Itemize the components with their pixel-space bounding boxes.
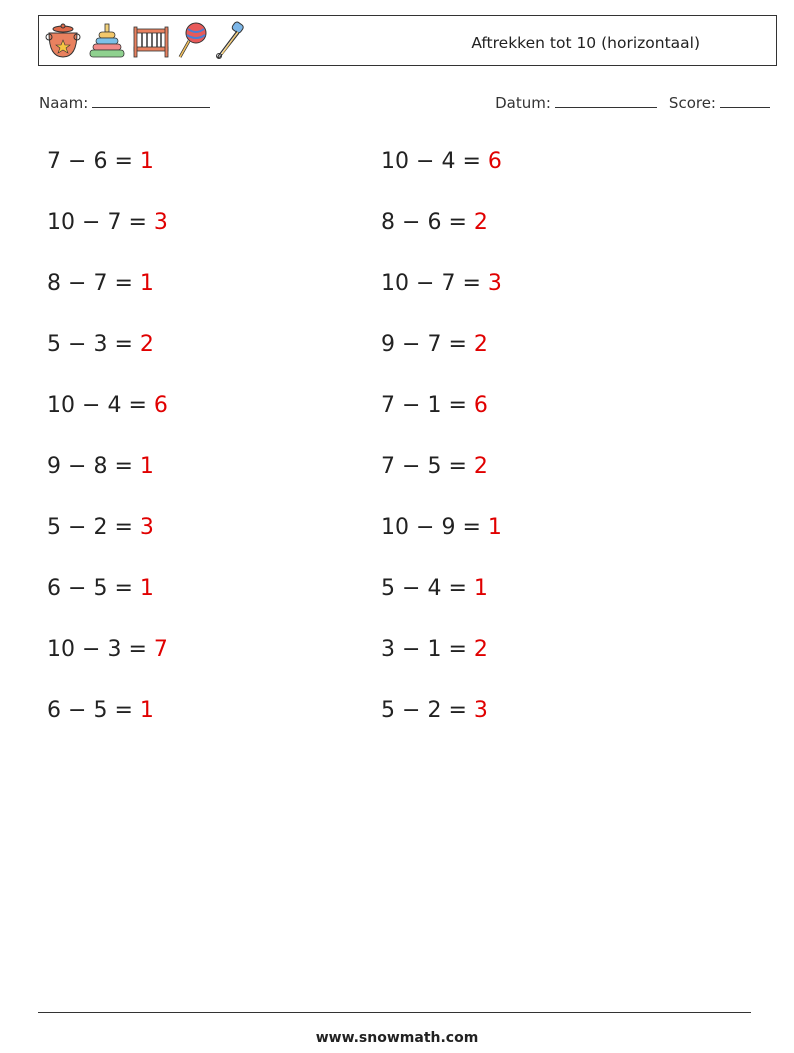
answer: 3	[487, 271, 502, 296]
subtrahend: 3	[93, 332, 108, 357]
answer: 1	[473, 576, 488, 601]
score-field	[669, 93, 770, 112]
subtrahend: 9	[441, 515, 456, 540]
subtrahend: 1	[427, 393, 442, 418]
crib-icon	[131, 21, 171, 61]
equals-sign: =	[462, 149, 481, 174]
safety-pin-icon	[213, 21, 247, 61]
subtrahend: 6	[427, 210, 442, 235]
equals-sign: =	[128, 393, 147, 418]
problem-row	[47, 323, 727, 384]
date-label: Datum:	[495, 94, 551, 112]
subtraction-problem	[47, 201, 381, 262]
minus-sign: −	[402, 698, 421, 723]
minus-sign: −	[402, 576, 421, 601]
subtraction-problem	[47, 506, 381, 567]
subtraction-problem	[381, 689, 715, 750]
answer: 3	[153, 210, 168, 235]
equals-sign: =	[114, 515, 133, 540]
subtraction-problem	[381, 201, 715, 262]
minus-sign: −	[416, 515, 435, 540]
minuend: 9	[47, 454, 61, 479]
minus-sign: −	[68, 332, 87, 357]
minus-sign: −	[402, 210, 421, 235]
problem-row	[47, 628, 727, 689]
answer: 3	[473, 698, 488, 723]
subtraction-problem	[47, 689, 381, 750]
problem-row	[47, 262, 727, 323]
minuend: 8	[47, 271, 61, 296]
subtraction-problem	[381, 323, 715, 384]
subtrahend: 4	[441, 149, 456, 174]
problem-row	[47, 689, 727, 750]
minuend: 7	[381, 454, 395, 479]
footer-divider	[38, 1012, 751, 1013]
minuend: 10	[47, 393, 75, 418]
minus-sign: −	[402, 637, 421, 662]
minus-sign: −	[82, 210, 101, 235]
subtraction-problem	[381, 262, 715, 323]
minus-sign: −	[68, 576, 87, 601]
answer: 2	[473, 210, 488, 235]
subtraction-problem	[381, 567, 715, 628]
subtrahend: 2	[427, 698, 442, 723]
subtraction-problem	[47, 262, 381, 323]
subtrahend: 7	[427, 332, 442, 357]
problem-row	[47, 445, 727, 506]
date-blank[interactable]	[555, 93, 657, 108]
equals-sign: =	[448, 576, 467, 601]
equals-sign: =	[114, 271, 133, 296]
subtraction-problem	[47, 140, 381, 201]
name-label: Naam:	[39, 94, 89, 112]
subtrahend: 5	[93, 698, 108, 723]
footer-url: www.snowmath.com	[315, 1030, 479, 1046]
subtrahend: 7	[441, 271, 456, 296]
answer: 3	[139, 515, 154, 540]
minus-sign: −	[402, 393, 421, 418]
answer: 2	[473, 454, 488, 479]
equals-sign: =	[462, 515, 481, 540]
subtrahend: 8	[93, 454, 108, 479]
answer: 1	[139, 454, 154, 479]
subtraction-problem	[47, 567, 381, 628]
minuend: 8	[381, 210, 395, 235]
minus-sign: −	[402, 454, 421, 479]
equals-sign: =	[114, 332, 133, 357]
problem-row	[47, 384, 727, 445]
subtrahend: 3	[107, 637, 122, 662]
worksheet-title: Aftrekken tot 10 (horizontaal)	[471, 34, 700, 52]
minus-sign: −	[402, 332, 421, 357]
minus-sign: −	[68, 515, 87, 540]
pot-icon	[43, 21, 83, 61]
answer: 1	[139, 576, 154, 601]
equals-sign: =	[114, 698, 133, 723]
minuend: 10	[381, 515, 409, 540]
answer: 6	[473, 393, 488, 418]
score-label: Score:	[668, 94, 716, 112]
problem-row	[47, 567, 727, 628]
minuend: 5	[381, 576, 395, 601]
minus-sign: −	[416, 149, 435, 174]
subtraction-problem	[381, 140, 715, 201]
minuend: 5	[47, 515, 61, 540]
subtrahend: 2	[93, 515, 108, 540]
answer: 1	[139, 271, 154, 296]
equals-sign: =	[448, 637, 467, 662]
subtrahend: 5	[427, 454, 442, 479]
minus-sign: −	[68, 454, 87, 479]
subtraction-problem	[47, 628, 381, 689]
subtraction-problem	[47, 323, 381, 384]
subtrahend: 6	[93, 149, 108, 174]
minuend: 3	[381, 637, 395, 662]
icon-strip	[43, 20, 247, 62]
subtraction-problem	[381, 384, 715, 445]
date-score-fields	[495, 93, 770, 112]
subtraction-problem	[381, 628, 715, 689]
minuend: 7	[47, 149, 61, 174]
minus-sign: −	[68, 698, 87, 723]
equals-sign: =	[448, 332, 467, 357]
answer: 2	[473, 332, 488, 357]
equals-sign: =	[462, 271, 481, 296]
minus-sign: −	[82, 393, 101, 418]
problem-row	[47, 201, 727, 262]
answer: 7	[153, 637, 168, 662]
name-blank[interactable]	[92, 93, 210, 108]
minuend: 10	[381, 271, 409, 296]
answer: 1	[139, 698, 154, 723]
worksheet-header	[38, 15, 777, 66]
equals-sign: =	[448, 210, 467, 235]
subtraction-problem	[47, 445, 381, 506]
answer: 1	[487, 515, 502, 540]
answer: 2	[139, 332, 154, 357]
rattle-icon	[175, 21, 209, 61]
minuend: 6	[47, 698, 61, 723]
equals-sign: =	[114, 149, 133, 174]
equals-sign: =	[114, 454, 133, 479]
subtrahend: 7	[93, 271, 108, 296]
subtrahend: 5	[93, 576, 108, 601]
problem-row	[47, 140, 727, 201]
subtraction-problem	[381, 445, 715, 506]
date-field	[495, 93, 657, 112]
subtraction-problem	[381, 506, 715, 567]
minus-sign: −	[68, 149, 87, 174]
minuend: 10	[47, 210, 75, 235]
answer: 2	[473, 637, 488, 662]
answer: 1	[139, 149, 154, 174]
problem-grid	[47, 140, 727, 750]
minuend: 10	[47, 637, 75, 662]
subtrahend: 7	[107, 210, 122, 235]
minuend: 9	[381, 332, 395, 357]
equals-sign: =	[448, 393, 467, 418]
subtrahend: 4	[107, 393, 122, 418]
answer: 6	[487, 149, 502, 174]
minuend: 7	[381, 393, 395, 418]
equals-sign: =	[448, 454, 467, 479]
minus-sign: −	[416, 271, 435, 296]
equals-sign: =	[114, 576, 133, 601]
subtrahend: 1	[427, 637, 442, 662]
minuend: 6	[47, 576, 61, 601]
name-field	[39, 93, 210, 112]
subtrahend: 4	[427, 576, 442, 601]
minuend: 10	[381, 149, 409, 174]
equals-sign: =	[128, 637, 147, 662]
minuend: 5	[47, 332, 61, 357]
answer: 6	[153, 393, 168, 418]
problem-row	[47, 506, 727, 567]
score-blank[interactable]	[720, 93, 770, 108]
minus-sign: −	[68, 271, 87, 296]
minus-sign: −	[82, 637, 101, 662]
equals-sign: =	[128, 210, 147, 235]
equals-sign: =	[448, 698, 467, 723]
subtraction-problem	[47, 384, 381, 445]
minuend: 5	[381, 698, 395, 723]
stacking-rings-icon	[87, 21, 127, 61]
